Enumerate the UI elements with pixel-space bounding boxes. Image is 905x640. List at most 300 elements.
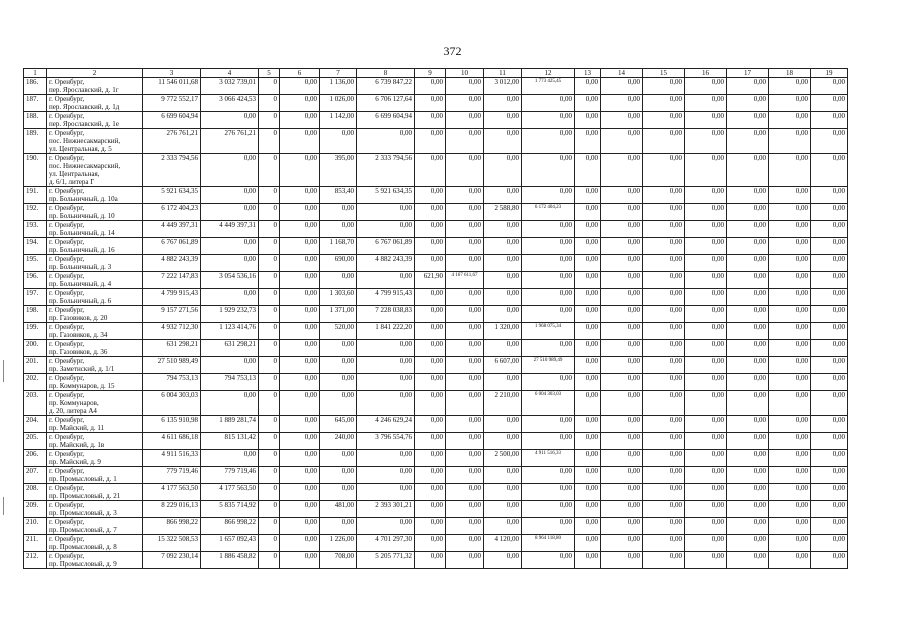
value-cell-c8: 6 739 847,22 xyxy=(357,78,415,95)
value-cell-c12: 0,00 xyxy=(522,112,575,129)
table-row xyxy=(24,112,848,129)
address-line: пр. Заметнский, д. 1/1 xyxy=(49,365,115,373)
value-cell-c11: 0,00 xyxy=(484,374,522,391)
value-cell-c7: 1 142,00 xyxy=(320,112,357,129)
value-cell-c17: 0,00 xyxy=(727,484,769,501)
value-cell-c16: 0,00 xyxy=(685,78,727,95)
address-cell xyxy=(47,306,143,323)
address-line: г. Оренбург, xyxy=(49,416,85,424)
address-line: г. Оренбург, xyxy=(49,78,85,86)
address-line: г. Оренбург, xyxy=(49,129,85,137)
row-number: 191. xyxy=(24,187,47,204)
value-cell-c5: 0 xyxy=(259,204,280,221)
value-cell-c12: 0,00 xyxy=(522,467,575,484)
value-cell-c18: 0,00 xyxy=(769,95,811,112)
value-cell-c9: 0,00 xyxy=(415,306,446,323)
value-cell-c15: 0,00 xyxy=(643,204,685,221)
value-cell-c6: 0,00 xyxy=(280,154,320,187)
value-cell-c8: 0,00 xyxy=(357,129,415,154)
table-row xyxy=(24,129,848,154)
value-cell-c14: 0,00 xyxy=(601,238,643,255)
column-header: 17 xyxy=(727,69,769,78)
address-cell xyxy=(47,272,143,289)
table-row xyxy=(24,221,848,238)
address-cell xyxy=(47,467,143,484)
value-cell-c11: 0,00 xyxy=(484,484,522,501)
address-line: г. Оренбург, xyxy=(49,112,85,120)
value-cell-c9: 0,00 xyxy=(415,535,446,552)
value-cell-c16: 0,00 xyxy=(685,238,727,255)
value-cell-c9: 0,00 xyxy=(415,238,446,255)
value-cell-c4: 1 123 414,76 xyxy=(201,323,259,340)
value-cell-c16: 0,00 xyxy=(685,374,727,391)
value-cell-c14: 0,00 xyxy=(601,391,643,416)
value-cell-c18: 0,00 xyxy=(769,204,811,221)
address-line: пр. Больничный, д. 16 xyxy=(49,246,115,254)
value-cell-c4: 0,00 xyxy=(201,204,259,221)
value-cell-c17: 0,00 xyxy=(727,340,769,357)
table-row xyxy=(24,204,848,221)
value-cell-c9: 0,00 xyxy=(415,416,446,433)
value-cell-c17: 0,00 xyxy=(727,289,769,306)
value-cell-c19: 0,00 xyxy=(811,501,848,518)
value-cell-c16: 0,00 xyxy=(685,484,727,501)
value-cell-c13: 0,00 xyxy=(575,129,601,154)
value-cell-c7: 0,00 xyxy=(320,221,357,238)
value-cell-c19: 0,00 xyxy=(811,374,848,391)
value-cell-c16: 0,00 xyxy=(685,204,727,221)
table-row xyxy=(24,238,848,255)
value-cell-c17: 0,00 xyxy=(727,306,769,323)
address-line: г. Оренбург, xyxy=(49,518,85,526)
row-number: 187. xyxy=(24,95,47,112)
value-cell-c10: 0,00 xyxy=(446,467,484,484)
value-cell-c6: 0,00 xyxy=(280,416,320,433)
value-cell-c16: 0,00 xyxy=(685,450,727,467)
value-cell-c8: 2 393 301,21 xyxy=(357,501,415,518)
value-cell-c19: 0,00 xyxy=(811,154,848,187)
column-header: 6 xyxy=(280,69,320,78)
value-cell-c3: 4 177 563,50 xyxy=(143,484,201,501)
value-cell-c14: 0,00 xyxy=(601,340,643,357)
value-cell-c4: 0,00 xyxy=(201,187,259,204)
value-cell-c10: 0,00 xyxy=(446,416,484,433)
address-line: г. Оренбург, xyxy=(49,467,85,475)
address-cell xyxy=(47,221,143,238)
value-cell-c17: 0,00 xyxy=(727,374,769,391)
value-cell-c14: 0,00 xyxy=(601,501,643,518)
value-cell-c5: 0 xyxy=(259,289,280,306)
value-cell-c7: 0,00 xyxy=(320,450,357,467)
column-header: 10 xyxy=(446,69,484,78)
value-cell-c12: 1 968 075,34 xyxy=(522,323,575,340)
value-cell-c19: 0,00 xyxy=(811,306,848,323)
address-cell xyxy=(47,95,143,112)
value-cell-c11: 0,00 xyxy=(484,255,522,272)
address-line: д. 20, литера А4 xyxy=(49,407,97,415)
value-cell-c9: 0,00 xyxy=(415,518,446,535)
value-cell-c11: 0,00 xyxy=(484,467,522,484)
address-line: пр. Газовиков, д. 34 xyxy=(49,331,108,339)
value-cell-c15: 0,00 xyxy=(643,78,685,95)
address-line: г. Оренбург, xyxy=(49,450,85,458)
row-number: 206. xyxy=(24,450,47,467)
address-line: г. Оренбург, xyxy=(49,272,85,280)
address-line: пр. Промысловый, д. 3 xyxy=(49,509,117,517)
value-cell-c12: 0,00 xyxy=(522,272,575,289)
address-line: пр. Майский, д. 9 xyxy=(49,458,101,466)
value-cell-c4: 1 889 281,74 xyxy=(201,416,259,433)
value-cell-c13: 0,00 xyxy=(575,112,601,129)
value-cell-c16: 0,00 xyxy=(685,552,727,569)
value-cell-c10: 0,00 xyxy=(446,552,484,569)
value-cell-c6: 0,00 xyxy=(280,552,320,569)
value-cell-c8: 2 333 794,56 xyxy=(357,154,415,187)
row-number: 202. xyxy=(24,374,47,391)
value-cell-c9: 0,00 xyxy=(415,433,446,450)
value-cell-c5: 0 xyxy=(259,535,280,552)
value-cell-c17: 0,00 xyxy=(727,450,769,467)
value-cell-c3: 6 699 604,94 xyxy=(143,112,201,129)
value-cell-c16: 0,00 xyxy=(685,535,727,552)
value-cell-c13: 0,00 xyxy=(575,221,601,238)
value-cell-c7: 0,00 xyxy=(320,129,357,154)
address-cell xyxy=(47,154,143,187)
value-cell-c8: 0,00 xyxy=(357,450,415,467)
value-cell-c15: 0,00 xyxy=(643,450,685,467)
value-cell-c12: 4 911 516,33 xyxy=(522,450,575,467)
value-cell-c7: 645,00 xyxy=(320,416,357,433)
address-line: г. Оренбург, xyxy=(49,340,85,348)
value-cell-c13: 0,00 xyxy=(575,306,601,323)
value-cell-c11: 1 320,00 xyxy=(484,323,522,340)
value-cell-c6: 0,00 xyxy=(280,467,320,484)
row-number: 201. xyxy=(24,357,47,374)
value-cell-c18: 0,00 xyxy=(769,374,811,391)
address-line: ул. Центральная, xyxy=(49,170,100,178)
value-cell-c9: 0,00 xyxy=(415,501,446,518)
value-cell-c3: 794 753,13 xyxy=(143,374,201,391)
address-line: г. Оренбург, xyxy=(49,204,85,212)
address-cell xyxy=(47,535,143,552)
column-header: 8 xyxy=(357,69,415,78)
value-cell-c10: 0,00 xyxy=(446,374,484,391)
value-cell-c3: 2 333 794,56 xyxy=(143,154,201,187)
value-cell-c13: 0,00 xyxy=(575,95,601,112)
value-cell-c4: 5 835 714,92 xyxy=(201,501,259,518)
value-cell-c12: 1 773 425,45 xyxy=(522,78,575,95)
value-cell-c5: 0 xyxy=(259,501,280,518)
value-cell-c19: 0,00 xyxy=(811,289,848,306)
table-row xyxy=(24,484,848,501)
value-cell-c6: 0,00 xyxy=(280,374,320,391)
value-cell-c11: 2 500,00 xyxy=(484,450,522,467)
value-cell-c18: 0,00 xyxy=(769,129,811,154)
value-cell-c4: 4 449 397,31 xyxy=(201,221,259,238)
value-cell-c8: 1 841 222,20 xyxy=(357,323,415,340)
value-cell-c18: 0,00 xyxy=(769,255,811,272)
address-line: пер. Ярославский, д. 1е xyxy=(49,120,119,128)
value-cell-c6: 0,00 xyxy=(280,357,320,374)
address-line: г. Оренбург, xyxy=(49,154,85,162)
value-cell-c17: 0,00 xyxy=(727,433,769,450)
value-cell-c18: 0,00 xyxy=(769,450,811,467)
address-cell xyxy=(47,289,143,306)
row-number: 189. xyxy=(24,129,47,154)
value-cell-c4: 0,00 xyxy=(201,112,259,129)
value-cell-c5: 0 xyxy=(259,221,280,238)
value-cell-c5: 0 xyxy=(259,433,280,450)
value-cell-c17: 0,00 xyxy=(727,204,769,221)
table-row xyxy=(24,187,848,204)
value-cell-c5: 0 xyxy=(259,272,280,289)
value-cell-c8: 0,00 xyxy=(357,467,415,484)
row-number: 192. xyxy=(24,204,47,221)
value-cell-c6: 0,00 xyxy=(280,187,320,204)
value-cell-c10: 0,00 xyxy=(446,187,484,204)
address-line: пр. Газовиков, д. 36 xyxy=(49,348,108,356)
row-number: 199. xyxy=(24,323,47,340)
value-cell-c6: 0,00 xyxy=(280,78,320,95)
value-cell-c15: 0,00 xyxy=(643,484,685,501)
address-cell xyxy=(47,391,143,416)
address-line: пер. Ярославский, д. 1д xyxy=(49,103,120,111)
value-cell-c10: 0,00 xyxy=(446,255,484,272)
value-cell-c15: 0,00 xyxy=(643,323,685,340)
value-cell-c7: 1 371,00 xyxy=(320,306,357,323)
value-cell-c15: 0,00 xyxy=(643,416,685,433)
value-cell-c3: 15 322 508,53 xyxy=(143,535,201,552)
value-cell-c16: 0,00 xyxy=(685,391,727,416)
value-cell-c4: 0,00 xyxy=(201,238,259,255)
value-cell-c14: 0,00 xyxy=(601,187,643,204)
table-row xyxy=(24,467,848,484)
value-cell-c14: 0,00 xyxy=(601,255,643,272)
address-line: пер. Ярославский, д. 1г xyxy=(49,86,119,94)
value-cell-c8: 0,00 xyxy=(357,272,415,289)
column-header: 3 xyxy=(143,69,201,78)
margin-mark xyxy=(3,497,4,515)
page-number: 372 xyxy=(443,44,462,58)
address-line: г. Оренбург, xyxy=(49,357,85,365)
address-line: г. Оренбург, xyxy=(49,501,85,509)
value-cell-c6: 0,00 xyxy=(280,129,320,154)
value-cell-c7: 1 136,00 xyxy=(320,78,357,95)
value-cell-c17: 0,00 xyxy=(727,535,769,552)
value-cell-c10: 0,00 xyxy=(446,391,484,416)
value-cell-c4: 1 886 458,82 xyxy=(201,552,259,569)
value-cell-c8: 0,00 xyxy=(357,357,415,374)
value-cell-c3: 779 719,46 xyxy=(143,467,201,484)
value-cell-c7: 1 226,00 xyxy=(320,535,357,552)
value-cell-c6: 0,00 xyxy=(280,391,320,416)
value-cell-c18: 0,00 xyxy=(769,484,811,501)
address-line: пос. Нижнесакмарский, xyxy=(49,162,121,170)
value-cell-c10: 0,00 xyxy=(446,433,484,450)
value-cell-c12: 0,00 xyxy=(522,518,575,535)
row-number: 194. xyxy=(24,238,47,255)
value-cell-c12: 0,00 xyxy=(522,187,575,204)
address-line: пр. Больничный, д. 10 xyxy=(49,212,115,220)
value-cell-c11: 0,00 xyxy=(484,221,522,238)
value-cell-c19: 0,00 xyxy=(811,187,848,204)
value-cell-c8: 4 799 915,43 xyxy=(357,289,415,306)
value-cell-c16: 0,00 xyxy=(685,129,727,154)
value-cell-c12: 27 510 989,49 xyxy=(522,357,575,374)
table-row xyxy=(24,306,848,323)
value-cell-c19: 0,00 xyxy=(811,340,848,357)
address-line: пр. Больничный, д. 6 xyxy=(49,297,112,305)
value-cell-c3: 9 772 552,17 xyxy=(143,95,201,112)
value-cell-c6: 0,00 xyxy=(280,289,320,306)
value-cell-c15: 0,00 xyxy=(643,357,685,374)
value-cell-c16: 0,00 xyxy=(685,289,727,306)
value-cell-c10: 0,00 xyxy=(446,95,484,112)
value-cell-c13: 0,00 xyxy=(575,535,601,552)
value-cell-c4: 0,00 xyxy=(201,450,259,467)
address-cell xyxy=(47,238,143,255)
value-cell-c16: 0,00 xyxy=(685,187,727,204)
value-cell-c13: 0,00 xyxy=(575,501,601,518)
value-cell-c12: 0,00 xyxy=(522,374,575,391)
value-cell-c18: 0,00 xyxy=(769,323,811,340)
header-row xyxy=(24,69,848,78)
value-cell-c16: 0,00 xyxy=(685,518,727,535)
margin-mark xyxy=(3,360,4,382)
value-cell-c7: 240,00 xyxy=(320,433,357,450)
value-cell-c9: 0,00 xyxy=(415,187,446,204)
value-cell-c13: 0,00 xyxy=(575,204,601,221)
value-cell-c18: 0,00 xyxy=(769,467,811,484)
value-cell-c7: 481,00 xyxy=(320,501,357,518)
value-cell-c10: 0,00 xyxy=(446,340,484,357)
value-cell-c14: 0,00 xyxy=(601,484,643,501)
address-line: пр. Промысловый, д. 1 xyxy=(49,475,117,483)
value-cell-c18: 0,00 xyxy=(769,535,811,552)
value-cell-c6: 0,00 xyxy=(280,484,320,501)
value-cell-c9: 0,00 xyxy=(415,204,446,221)
value-cell-c15: 0,00 xyxy=(643,535,685,552)
table-row xyxy=(24,374,848,391)
value-cell-c9: 0,00 xyxy=(415,255,446,272)
value-cell-c15: 0,00 xyxy=(643,501,685,518)
value-cell-c9: 0,00 xyxy=(415,289,446,306)
column-header: 5 xyxy=(259,69,280,78)
address-line: г. Оренбург, xyxy=(49,535,85,543)
value-cell-c18: 0,00 xyxy=(769,416,811,433)
value-cell-c15: 0,00 xyxy=(643,238,685,255)
value-cell-c5: 0 xyxy=(259,95,280,112)
value-cell-c14: 0,00 xyxy=(601,552,643,569)
value-cell-c15: 0,00 xyxy=(643,374,685,391)
value-cell-c15: 0,00 xyxy=(643,95,685,112)
value-cell-c6: 0,00 xyxy=(280,535,320,552)
value-cell-c5: 0 xyxy=(259,238,280,255)
value-cell-c15: 0,00 xyxy=(643,433,685,450)
value-cell-c7: 0,00 xyxy=(320,272,357,289)
column-header: 19 xyxy=(811,69,848,78)
value-cell-c18: 0,00 xyxy=(769,433,811,450)
value-cell-c15: 0,00 xyxy=(643,187,685,204)
value-cell-c17: 0,00 xyxy=(727,552,769,569)
value-cell-c5: 0 xyxy=(259,187,280,204)
value-cell-c10: 0,00 xyxy=(446,78,484,95)
value-cell-c7: 0,00 xyxy=(320,340,357,357)
value-cell-c14: 0,00 xyxy=(601,95,643,112)
address-line: пр. Больничный, д. 4 xyxy=(49,280,112,288)
value-cell-c15: 0,00 xyxy=(643,129,685,154)
value-cell-c6: 0,00 xyxy=(280,518,320,535)
value-cell-c5: 0 xyxy=(259,484,280,501)
value-cell-c15: 0,00 xyxy=(643,289,685,306)
table-row xyxy=(24,289,848,306)
value-cell-c8: 3 796 554,76 xyxy=(357,433,415,450)
address-cell xyxy=(47,552,143,569)
column-header: 16 xyxy=(685,69,727,78)
value-cell-c10: 0,00 xyxy=(446,484,484,501)
address-line: ул. Центральная, д. 5 xyxy=(49,145,112,153)
value-cell-c16: 0,00 xyxy=(685,306,727,323)
value-cell-c16: 0,00 xyxy=(685,340,727,357)
value-cell-c6: 0,00 xyxy=(280,112,320,129)
value-cell-c6: 0,00 xyxy=(280,255,320,272)
address-cell xyxy=(47,340,143,357)
address-line: пр. Больничный, д. 14 xyxy=(49,229,115,237)
value-cell-c8: 6 767 061,89 xyxy=(357,238,415,255)
value-cell-c5: 0 xyxy=(259,340,280,357)
value-cell-c12: 0,00 xyxy=(522,340,575,357)
value-cell-c18: 0,00 xyxy=(769,221,811,238)
value-cell-c10: 0,00 xyxy=(446,357,484,374)
value-cell-c19: 0,00 xyxy=(811,204,848,221)
value-cell-c12: 0,00 xyxy=(522,221,575,238)
value-cell-c19: 0,00 xyxy=(811,416,848,433)
value-cell-c8: 5 205 771,32 xyxy=(357,552,415,569)
value-cell-c14: 0,00 xyxy=(601,416,643,433)
value-cell-c19: 0,00 xyxy=(811,357,848,374)
table-row xyxy=(24,357,848,374)
value-cell-c15: 0,00 xyxy=(643,340,685,357)
value-cell-c6: 0,00 xyxy=(280,501,320,518)
value-cell-c11: 0,00 xyxy=(484,306,522,323)
row-number: 205. xyxy=(24,433,47,450)
value-cell-c7: 0,00 xyxy=(320,357,357,374)
address-line: пр. Коммунаров, xyxy=(49,399,99,407)
address-cell xyxy=(47,484,143,501)
table-row xyxy=(24,391,848,416)
value-cell-c11: 3 012,00 xyxy=(484,78,522,95)
row-number: 212. xyxy=(24,552,47,569)
table-row xyxy=(24,552,848,569)
value-cell-c12: 0,00 xyxy=(522,129,575,154)
value-cell-c19: 0,00 xyxy=(811,238,848,255)
value-cell-c18: 0,00 xyxy=(769,306,811,323)
value-cell-c7: 1 303,60 xyxy=(320,289,357,306)
value-cell-c4: 815 131,42 xyxy=(201,433,259,450)
value-cell-c5: 0 xyxy=(259,112,280,129)
value-cell-c4: 794 753,13 xyxy=(201,374,259,391)
value-cell-c4: 0,00 xyxy=(201,391,259,416)
value-cell-c12: 8 964 118,80 xyxy=(522,535,575,552)
address-line: д. 6/1, литера Г xyxy=(49,178,95,186)
value-cell-c8: 0,00 xyxy=(357,484,415,501)
value-cell-c3: 4 882 243,39 xyxy=(143,255,201,272)
value-cell-c15: 0,00 xyxy=(643,221,685,238)
value-cell-c14: 0,00 xyxy=(601,450,643,467)
value-cell-c13: 0,00 xyxy=(575,374,601,391)
address-line: г. Оренбург, xyxy=(49,391,85,399)
value-cell-c13: 0,00 xyxy=(575,450,601,467)
